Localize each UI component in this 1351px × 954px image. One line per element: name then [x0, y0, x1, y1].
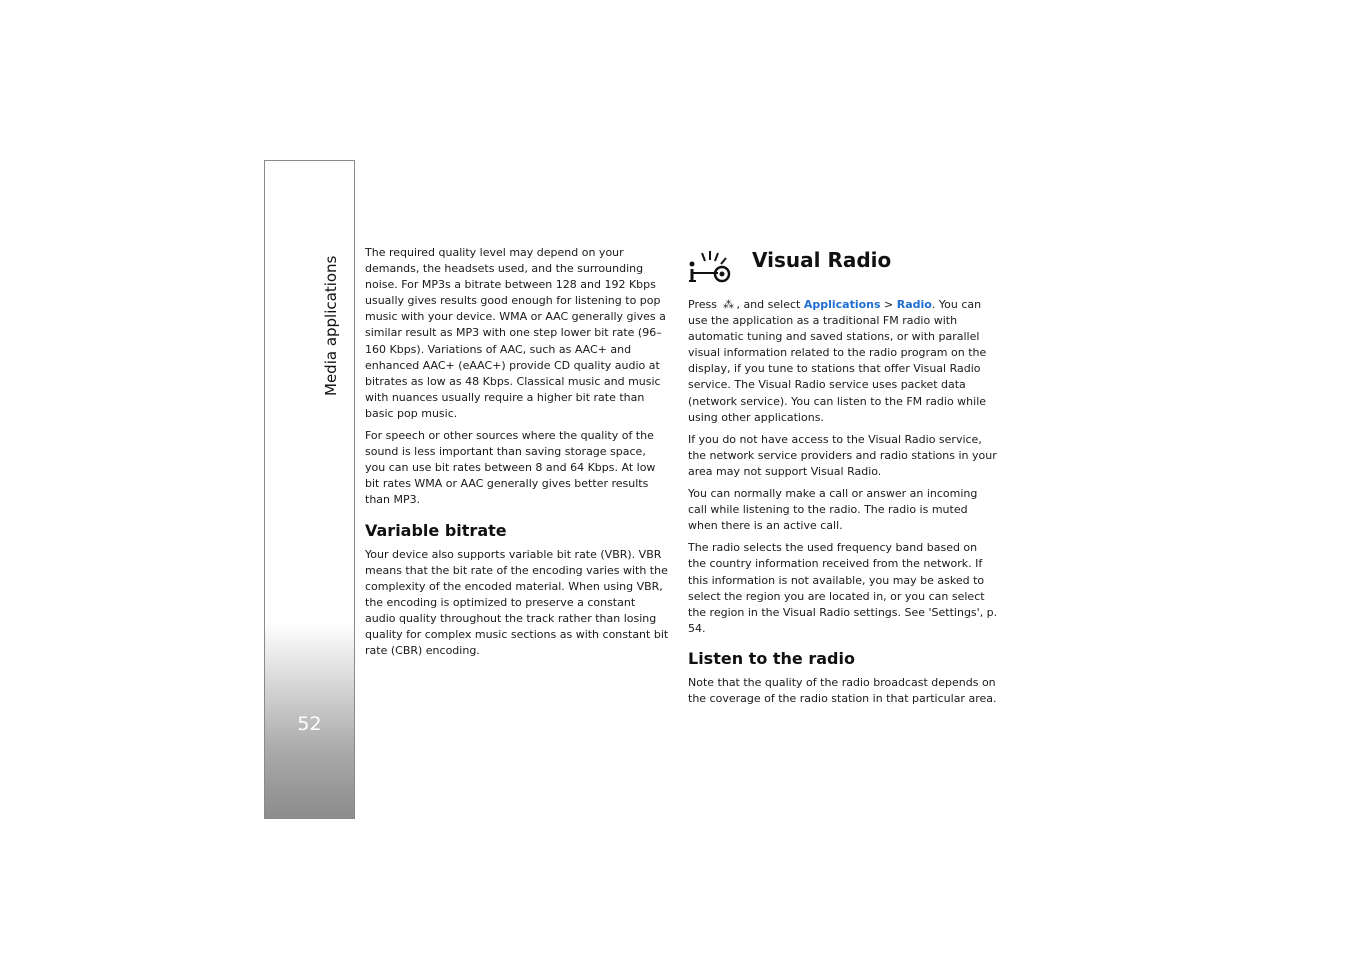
- paragraph-quality: The required quality level may depend on your demands, the headsets used, and the surrounding noise. For MP3s a bitrate between 128 and 192 Kbps usually gives results good enough for listening to pop music with your device. WMA or AAC generally gives a similar result as MP3 with one step lower bit rate (96–160 Kbps). Variations of AAC, such as AAC+ and enhanced AAC+ (eAAC+) provide CD quality audio at bitrates as low as 48 Kbps. Classical music and music with nuances usually require a higher bit rate than basic pop music.: [365, 246, 666, 420]
- radio-link[interactable]: Radio: [896, 298, 932, 311]
- right-column: [688, 245, 998, 713]
- paragraph-vbr: Your device also supports variable bit rate (VBR). VBR means that the bit rate of the encoding varies with the complexity of the encoded material. When using VBR, the encoding is optimized to preserve a constant audio quality throughout the track rather than losing quality for complex music sections as with constant bit rate (CBR) encoding.: [365, 547, 669, 658]
- heading-variable-bitrate: Variable bitrate: [365, 520, 507, 540]
- paragraph-frequency: The radio selects the used frequency band based on the country information received from the network. If this information is not available, you may be asked to select the region you are located in, or you can select the region in the Visual Radio settings. See 'Settings', p. 54.: [688, 541, 998, 635]
- section-title: Media applications: [322, 255, 340, 396]
- paragraph-no-access: If you do not have access to the Visual Radio service, the network service providers and radio stations in your area may not support Visual Radio.: [688, 432, 997, 478]
- heading-listen: Listen to the radio: [688, 648, 855, 668]
- menu-key-icon: ⁂: [722, 298, 734, 311]
- visual-radio-icon: [688, 247, 736, 287]
- paragraph-intro: Press ⁂ , and select Applications > Radio. You can use the application as a traditional FM radio with automatic tuning and saved stations, or with parallel visual information related to the radio program on the display, if you tune to stations that offer Visual Radio service. The Visual Radio service uses packet data (network service). You can listen to the FM radio while using other applications.: [688, 298, 987, 424]
- paragraph-quality-broadcast: Note that the quality of the radio broadcast depends on the coverage of the radio station in that particular area.: [688, 675, 997, 706]
- title-row: [688, 245, 998, 289]
- page-number: 52: [297, 713, 322, 735]
- page-title: Visual Radio: [752, 247, 892, 272]
- paragraph-calls: You can normally make a call or answer an incoming call while listening to the radio. The radio is muted when there is an active call.: [688, 487, 978, 533]
- left-column: [365, 245, 669, 665]
- applications-link[interactable]: Applications: [803, 298, 881, 311]
- paragraph-speech: For speech or other sources where the quality of the sound is less important than saving storage space, you can use bit rates between 8 and 64 Kbps. At low bit rates WMA or AAC generally gives better results than MP3.: [365, 429, 656, 507]
